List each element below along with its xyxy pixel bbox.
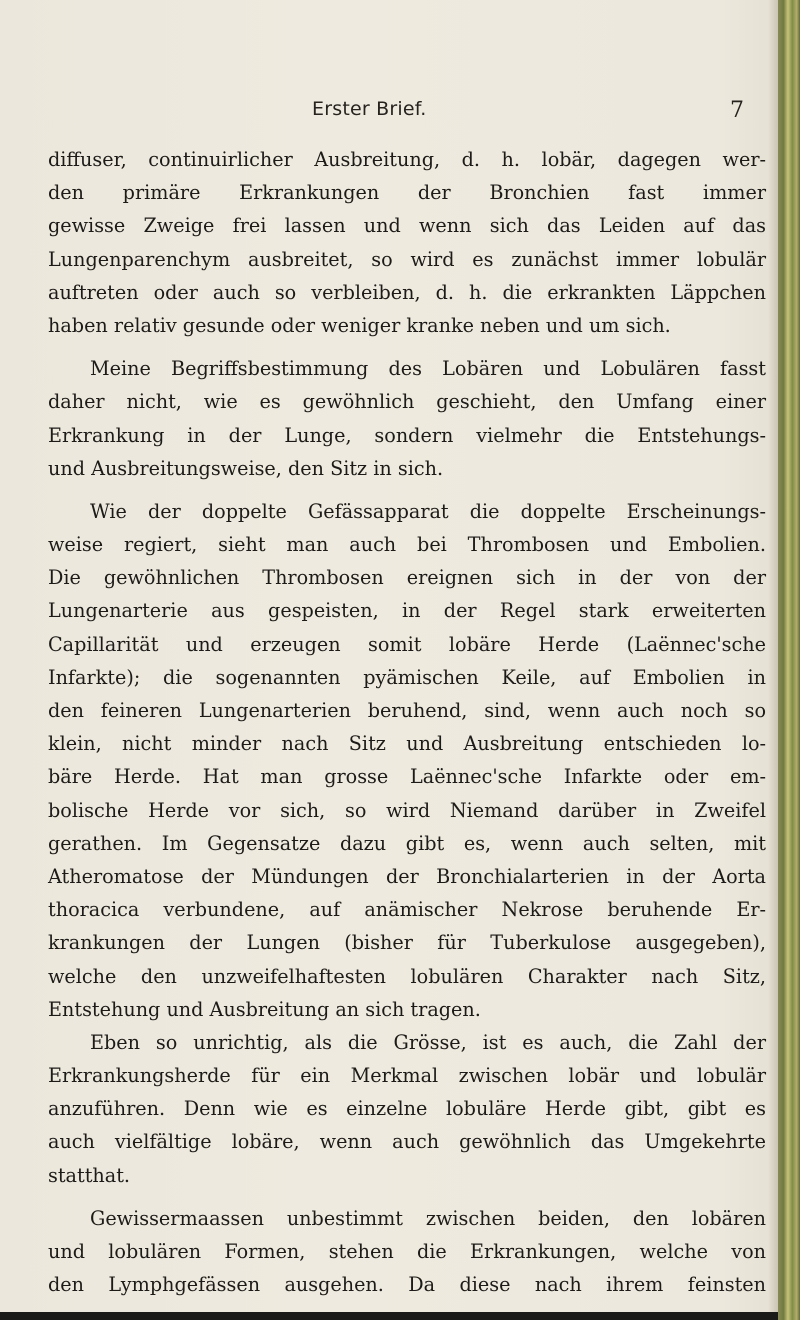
paragraph-1 xyxy=(48,143,766,342)
text-line: diffuser, continuirlicher Ausbreitung, d. h. lobär, dagegen wer- xyxy=(48,148,766,171)
text-line: den feineren Lungenarterien beruhend, sind, wenn auch noch so xyxy=(48,699,766,722)
body-text xyxy=(48,143,766,1301)
text-line: Meine Begriffsbestimmung des Lobären und Lobulären fasst xyxy=(90,357,766,381)
text-line: weise regiert, sieht man auch bei Thrombosen und Embolien. xyxy=(48,533,766,557)
text-line: Capillarität und erzeugen somit lobäre Herde (Laënnec'sche xyxy=(48,632,766,656)
text-line: daher nicht, wie es gewöhnlich geschieht, den Umfang einer xyxy=(48,390,766,414)
text-line: klein, nicht minder nach Sitz und Ausbreitung entschieden lo- xyxy=(48,732,766,756)
text-line: Eben so unrichtig, als die Grösse, ist es auch, die Zahl der xyxy=(90,1030,766,1054)
text-line: auftreten oder auch so verbleiben, d. h. die erkrankten Läppchen xyxy=(48,280,766,304)
paragraph-gap xyxy=(48,1192,766,1202)
bottom-edge-rule xyxy=(0,1312,778,1320)
text-line: haben relativ gesunde oder weniger kranke neben und um sich. xyxy=(48,313,671,337)
text-line: thoracica verbundene, auf anämischer Nekrose beruhende Er- xyxy=(48,898,766,922)
text-line: Lungenparenchym ausbreitet, so wird es zunächst immer lobulär xyxy=(48,247,766,271)
text-line: anzuführen. Denn wie es einzelne lobuläre Herde gibt, gibt es xyxy=(48,1097,766,1121)
book-binding-edge xyxy=(778,0,800,1320)
text-line: bäre Herde. Hat man grosse Laënnec'sche Infarkte oder em- xyxy=(48,765,766,789)
text-line: den Lymphgefässen ausgehen. Da diese nach ihrem feinsten xyxy=(48,1273,766,1297)
text-line: und Ausbreitungsweise, den Sitz in sich. xyxy=(48,456,444,480)
text-line: Gewissermaassen unbestimmt zwischen beiden, den lobären xyxy=(90,1206,766,1230)
text-line: Wie der doppelte Gefässapparat die doppelte Erscheinungs- xyxy=(90,499,766,523)
text-line: gerathen. Im Gegensatze dazu gibt es, wenn auch selten, mit xyxy=(48,831,766,855)
text-line: den primäre Erkrankungen der Bronchien fast immer xyxy=(48,181,766,205)
text-line: Erkrankungsherde für ein Merkmal zwischen lobär und lobulär xyxy=(48,1064,766,1088)
text-line: Entstehung und Ausbreitung an sich tragen. xyxy=(48,997,481,1021)
paragraph-2 xyxy=(48,352,766,485)
paragraph-gap xyxy=(48,342,766,352)
page-number: 7 xyxy=(730,98,744,123)
binding-shadow xyxy=(768,0,778,1320)
text-line: Erkrankung in der Lunge, sondern vielmehr die Entstehungs- xyxy=(48,423,766,447)
running-head: Erster Brief. xyxy=(312,98,427,120)
text-line: Infarkte); die sogenannten pyämischen Keile, auf Embolien in xyxy=(48,665,766,689)
text-line: Atheromatose der Mündungen der Bronchialarterien in der Aorta xyxy=(48,864,766,888)
page-header xyxy=(0,98,770,128)
paragraph-gap xyxy=(48,485,766,495)
text-line: Lungenarterie aus gespeisten, in der Regel stark erweiterten xyxy=(48,599,766,623)
text-line: gewisse Zweige frei lassen und wenn sich das Leiden auf das xyxy=(48,214,766,238)
text-line: auch vielfältige lobäre, wenn auch gewöhnlich das Umgekehrte xyxy=(48,1130,766,1154)
text-line: krankungen der Lungen (bisher für Tuberkulose ausgegeben), xyxy=(48,931,766,955)
paragraph-4 xyxy=(48,1026,766,1192)
paragraph-3 xyxy=(48,495,766,1026)
paragraph-5 xyxy=(48,1202,766,1302)
text-line: bolische Herde vor sich, so wird Niemand darüber in Zweifel xyxy=(48,798,766,822)
text-line: Die gewöhnlichen Thrombosen ereignen sich in der von der xyxy=(48,566,766,590)
text-line: und lobulären Formen, stehen die Erkrankungen, welche von xyxy=(48,1240,766,1263)
text-line: statthat. xyxy=(48,1163,131,1187)
text-line: welche den unzweifelhaftesten lobulären Charakter nach Sitz, xyxy=(48,964,766,988)
